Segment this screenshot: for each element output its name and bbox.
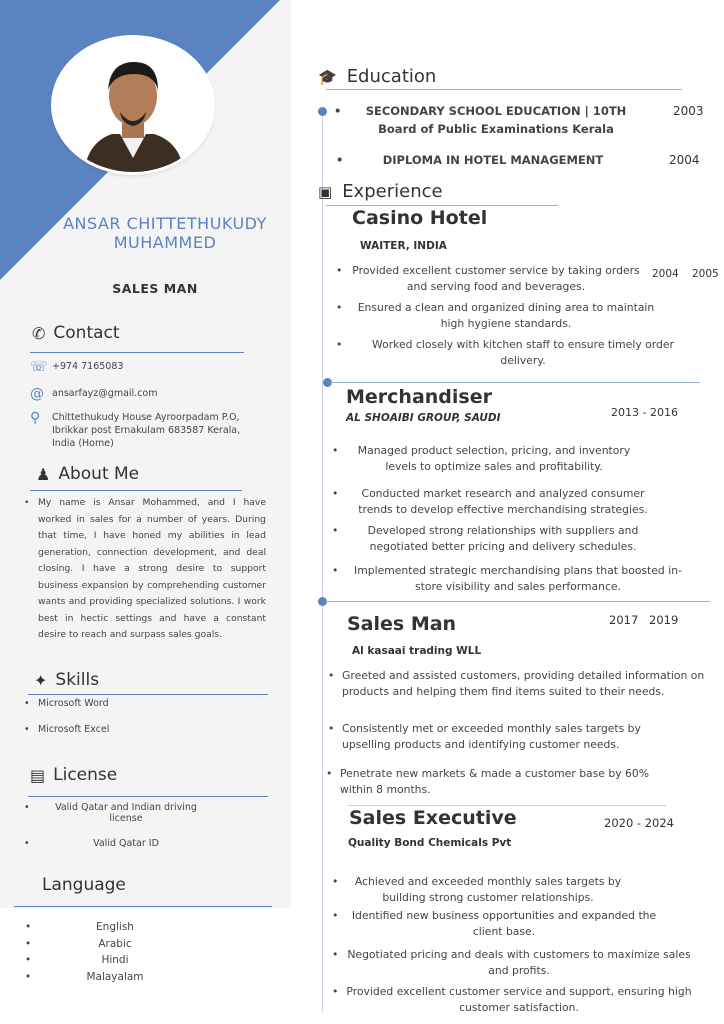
job-company: Al kasaai trading WLL [352,645,482,657]
about-divider [30,490,242,491]
name-line-2: MUHAMMED [113,233,217,252]
language-list [25,921,205,987]
candidate-name [40,214,290,252]
job-company: WAITER, INDIA [360,240,447,252]
skills-heading-label: Skills [55,670,100,690]
experience-divider [326,205,558,206]
contact-heading-label: Contact [53,323,120,343]
job-company: AL SHOAIBI GROUP, SAUDI [346,412,501,424]
person-icon: ♟ [36,464,51,484]
job-bullet: • Achieved and exceeded monthly sales targets by building strong customer relationships. [346,874,630,905]
job-bullet: • Developed strong relationships with suppliers and negotiated better pricing and delivery schedules. [346,523,660,554]
education-title: • SECONDARY SCHOOL EDUCATION | 10TH [365,104,627,118]
language-heading [42,875,126,895]
language-divider [14,906,272,907]
list-item: • Malayalam [25,971,205,988]
list-item: • Valid Qatar and Indian driving license [24,802,214,838]
job-bullet: • Provided excellent customer service and support, ensuring high customer satisfaction. [346,984,692,1015]
education-heading-label: Education [346,66,437,87]
email-address[interactable]: ansarfayz@gmail.com [52,388,158,399]
avatar [54,38,212,172]
timeline-line [322,112,323,1012]
job-start: 2017 [609,613,639,627]
language-heading-label: Language [42,875,126,895]
job-bullet: • Greeted and assisted customers, providing detailed information on products and helping them find items suited to their needs. [342,668,706,699]
phone-icon: ✆ [32,323,46,343]
job-end: 2019 [649,613,679,627]
contact-email-row [30,387,158,401]
timeline-dot [318,107,327,116]
license-heading-label: License [53,765,118,785]
job-title: Sales Man [347,613,457,635]
contact-heading [32,323,120,343]
list-item: • English [25,921,205,938]
job-end: 2005 [692,268,719,280]
job-bullet: • Identified new business opportunities and expanded the client base. [346,908,662,939]
education-year: 2004 [669,153,700,167]
job-bullet: • Conducted market research and analyzed consumer trends to develop effective merchandising strategies. [346,486,660,517]
graduation-cap-icon: 🎓 [318,67,337,86]
job-dates: 2013 - 2016 [611,406,678,419]
job-divider [326,601,710,602]
job-title: Casino Hotel [352,207,488,229]
contact-divider [30,352,244,353]
job-bullet: • Implemented strategic merchandising plans that boosted in-store visibility and sales performance. [346,563,690,594]
experience-heading [318,181,443,202]
education-divider [326,89,682,90]
job-title: Merchandiser [346,386,492,408]
contact-phone-row [30,360,123,374]
job-bullet: • Ensured a clean and organized dining area to maintain high hygiene standards. [350,300,662,331]
experience-heading-label: Experience [342,181,443,202]
briefcase-icon: ▣ [318,182,333,201]
contact-address-row [30,411,250,450]
name-line-1: ANSAR CHITTETHUKUDY [63,214,267,233]
list-item: • Microsoft Word [24,698,109,724]
skills-divider [28,694,268,695]
skills-list [24,698,109,735]
phone-icon: ☏ [30,359,48,375]
about-text [24,495,266,644]
profile-photo [54,38,212,172]
job-title: Sales Executive [349,807,517,829]
home-address: Chittethukudy House Ayroorpadam P.O, Ibrikkar post Ernakulam 683587 Kerala, India (Home) [52,412,241,449]
list-item: • Hindi [25,954,205,971]
license-heading [30,765,117,785]
skills-heading [34,670,99,690]
license-list [24,802,214,849]
job-role: SALES MAN [112,281,198,296]
location-pin-icon: ⚲ [30,410,41,426]
job-bullet: • Consistently met or exceeded monthly sales targets by upselling products and identifying customer needs. [342,721,672,752]
at-icon: @ [30,386,44,402]
job-bullet: • Worked closely with kitchen staff to ensure timely order delivery. [350,337,696,368]
job-bullet: • Provided excellent customer service by taking orders and serving food and beverages. [350,263,642,294]
job-bullet: • Negotiated pricing and deals with customers to maximize sales and profits. [346,947,692,978]
job-company: Quality Bond Chemicals Pvt [348,837,512,849]
about-heading-label: About Me [58,464,140,484]
job-start: 2004 [652,268,679,280]
job-divider [330,382,700,383]
license-divider [28,796,268,797]
phone-number[interactable]: +974 7165083 [52,361,124,372]
job-divider [348,805,666,806]
puzzle-icon: ✦ [34,670,48,690]
list-item: • Arabic [25,938,205,955]
education-item-2 [350,153,636,169]
job-bullet: • Managed product selection, pricing, and inventory levels to optimize sales and profitability. [346,443,642,474]
job-bullet: • Penetrate new markets & made a customer base by 60% within 8 months. [340,766,680,797]
education-board: Board of Public Examinations Kerala [378,122,614,136]
list-item: • Valid Qatar ID [24,838,214,849]
education-title: • DIPLOMA IN HOTEL MANAGEMENT [382,153,604,167]
about-heading [36,464,139,484]
license-card-icon: ▤ [30,765,46,785]
education-item-1 [348,102,644,138]
education-heading [318,66,436,87]
list-item: • Microsoft Excel [24,724,109,735]
about-paragraph: • My name is Ansar Mohammed, and I have worked in sales for a number of years. During that time, I have honed my abilities in lead generation, connection development, and deal closing. I have a strong desire to support business expansion by comprehending customer wants and providing specialized solutions. I work best in hectic settings and have a constant desire to reach and surpass sales goals. [38,497,266,640]
education-year: 2003 [673,104,704,118]
job-dates: 2020 - 2024 [604,816,674,830]
